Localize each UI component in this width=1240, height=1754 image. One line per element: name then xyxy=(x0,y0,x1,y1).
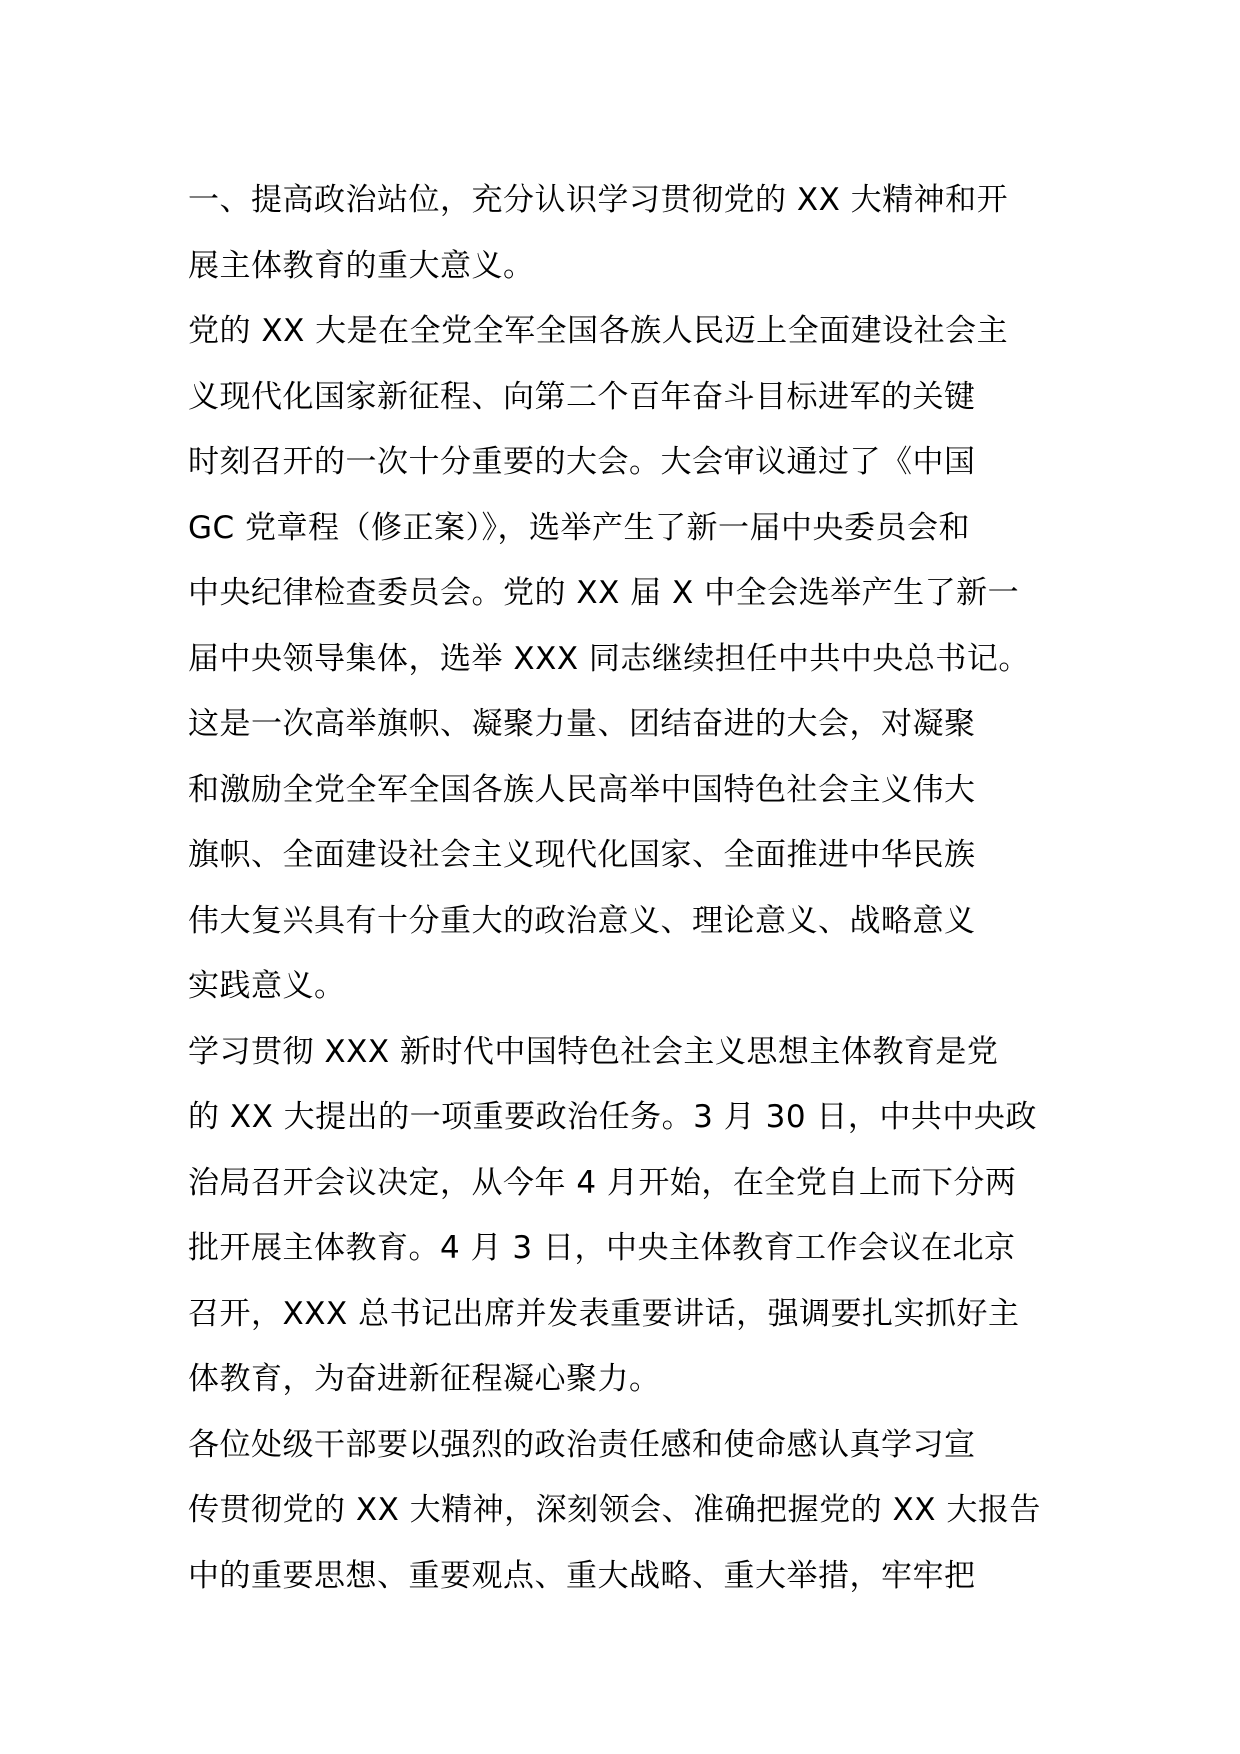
paragraph-line: 中的重要思想、重要观点、重大战略、重大举措，牢牢把 xyxy=(188,1557,976,1594)
paragraph-line: 和激励全党全军全国各族人民高举中国特色社会主义伟大 xyxy=(188,771,976,808)
paragraph-line: 届中央领导集体，选举 XXX 同志继续担任中共中央总书记。 xyxy=(188,640,1030,677)
paragraph-line: 各位处级干部要以强烈的政治责任感和使命感认真学习宣 xyxy=(188,1426,976,1463)
paragraph-line: 时刻召开的一次十分重要的大会。大会审议通过了《中国 xyxy=(188,444,976,480)
paragraph-line: 实践意义。 xyxy=(188,968,346,1004)
paragraph-line: 治局召开会议决定，从今年 4 月开始，在全党自上而下分两 xyxy=(188,1164,1017,1201)
paragraph-line: 体教育，为奋进新征程凝心聚力。 xyxy=(188,1361,661,1397)
document-body xyxy=(188,168,1068,1609)
paragraph-line: 传贯彻党的 XX 大精神，深刻领会、准确把握党的 XX 大报告 xyxy=(188,1492,1041,1528)
paragraph-line: 的 XX 大提出的一项重要政治任务。3 月 30 日，中共中央政 xyxy=(188,1099,1037,1135)
paragraph-line: 召开，XXX 总书记出席并发表重要讲话，强调要扎实抓好主 xyxy=(188,1295,1020,1332)
paragraph-line: 旗帜、全面建设社会主义现代化国家、全面推进中华民族 xyxy=(188,837,976,873)
paragraph-line: 批开展主体教育。4 月 3 日，中央主体教育工作会议在北京 xyxy=(188,1230,1016,1266)
paragraph-line: GC 党章程（修正案）》，选举产生了新一届中央委员会和 xyxy=(188,509,971,546)
section-heading-line: 一、提高政治站位，充分认识学习贯彻党的 XX 大精神和开 xyxy=(188,182,1009,218)
paragraph-line: 伟大复兴具有十分重大的政治意义、理论意义、战略意义 xyxy=(188,902,976,939)
paragraph-line: 这是一次高举旗帜、凝聚力量、团结奋进的大会，对凝聚 xyxy=(188,706,976,742)
paragraph-line: 党的 XX 大是在全党全军全国各族人民迈上全面建设社会主 xyxy=(188,313,1009,349)
paragraph-line: 中央纪律检查委员会。党的 XX 届 X 中全会选举产生了新一 xyxy=(188,575,1020,611)
paragraph-line: 义现代化国家新征程、向第二个百年奋斗目标进军的关键 xyxy=(188,378,976,415)
section-heading-line: 展主体教育的重大意义。 xyxy=(188,247,535,284)
paragraph-line: 学习贯彻 XXX 新时代中国特色社会主义思想主体教育是党 xyxy=(188,1033,999,1070)
